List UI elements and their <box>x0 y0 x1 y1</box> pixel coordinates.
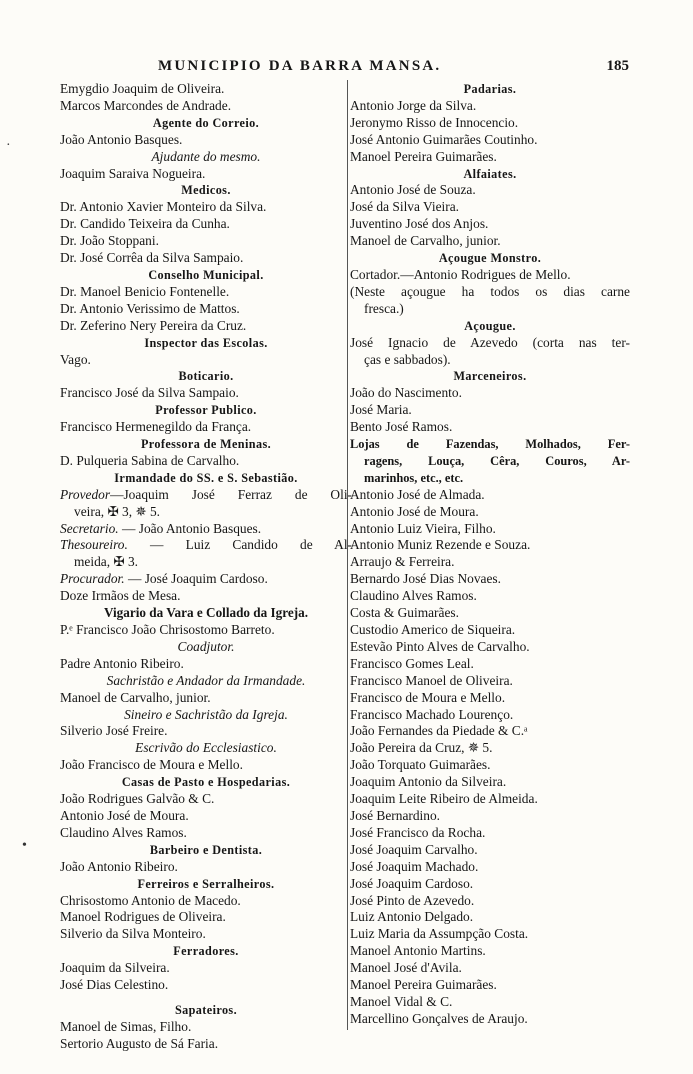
section-heading: Ferreiros e Serralheiros. <box>137 876 275 891</box>
entry-line: João Antonio Ribeiro. <box>60 858 178 874</box>
section-heading: Casas de Pasto e Hospedarias. <box>121 775 291 790</box>
office-holder: — João Antonio Basques. <box>118 520 262 536</box>
entry-line: Marcellino Gonçalves de Araujo. <box>350 1010 528 1026</box>
entry-line: Sertorio Augusto de Sá Faria. <box>60 1035 219 1051</box>
entry-line: ças e sabbados). <box>364 351 451 367</box>
entry-line: Dr. Antonio Xavier Monteiro da Silva. <box>60 199 267 215</box>
entry-line: Marcos Marcondes de Andrade. <box>60 97 232 113</box>
office-label: Secretario. <box>60 520 119 536</box>
margin-mark: · <box>6 138 11 153</box>
section-heading: Sachristão e Andador da Irmandade. <box>106 672 306 688</box>
entry-line: Arraujo & Ferreira. <box>350 554 455 570</box>
entry-line: Antonio Jorge da Silva. <box>350 97 477 113</box>
office-label: Thesoureiro. <box>60 537 128 553</box>
section-heading: Ajudante do mesmo. <box>151 148 261 164</box>
left-column <box>60 81 352 1053</box>
section-heading: Vigario da Vara e Collado da Igreja. <box>103 605 309 621</box>
entry-line: Costa & Guimarães. <box>350 605 459 621</box>
entry-line: Juventino José dos Anjos. <box>350 216 489 232</box>
entry-line: José Joaquim Carvalho. <box>350 841 478 857</box>
section-heading: Barbeiro e Dentista. <box>149 842 263 857</box>
section-heading: Marceneiros. <box>453 369 527 384</box>
page-title: MUNICIPIO DA BARRA MANSA. <box>158 58 442 74</box>
section-heading: Ferradores. <box>173 944 239 959</box>
entry-line: José Antonio Guimarães Coutinho. <box>350 131 538 147</box>
office-holder: —Joaquim José Ferraz de Oli- <box>110 486 352 502</box>
entry-line: João Torquato Guimarães. <box>350 757 491 773</box>
entry-line: Cortador.—Antonio Rodrigues de Mello. <box>350 266 571 282</box>
entry-line: Chrisostomo Antonio de Macedo. <box>60 892 241 908</box>
entry-line: Joaquim Saraiva Nogueira. <box>60 165 206 181</box>
section-heading: Medicos. <box>181 183 231 198</box>
section-heading: Sineiro e Sachristão da Igreja. <box>124 706 288 722</box>
entry-line: José Francisco da Rocha. <box>350 824 486 840</box>
section-heading: Padarias. <box>463 82 517 96</box>
entry-line: Jeronymo Risso de Innocencio. <box>350 114 519 130</box>
margin-dot: • <box>22 838 27 853</box>
entry-line <box>60 571 352 588</box>
entry-line: José Maria. <box>350 402 412 418</box>
entry-line: Francisco de Moura e Mello. <box>350 689 506 705</box>
section-heading: Agente do Correio. <box>152 115 260 130</box>
entry-line: José Joaquim Machado. <box>350 858 479 874</box>
entry-line: João Rodrigues Galvão & C. <box>60 791 215 807</box>
entry-line: João Francisco de Moura e Mello. <box>60 757 243 773</box>
entry-line: Francisco Machado Lourenço. <box>350 706 514 722</box>
entry-line: Claudino Alves Ramos. <box>60 824 187 840</box>
section-heading: Conselho Municipal. <box>148 267 264 282</box>
section-heading: Boticario. <box>178 369 234 384</box>
entry-line: Manoel Vidal & C. <box>350 993 453 1009</box>
entry-line: Silverio da Silva Monteiro. <box>60 926 206 942</box>
entry-line: João Fernandes da Piedade & C.ᵃ <box>350 723 528 739</box>
entry-line: Manoel Pereira Guimarães. <box>350 148 497 164</box>
entry-line <box>60 487 352 504</box>
entry-line: Emygdio Joaquim de Oliveira. <box>60 81 225 96</box>
entry-line: Manoel de Carvalho, junior. <box>350 233 501 249</box>
entry-line: João do Nascimento. <box>350 385 462 401</box>
entry-line: Antonio José de Almada. <box>350 486 485 502</box>
entry-line: Padre Antonio Ribeiro. <box>60 655 184 671</box>
entry-line: Luiz Antonio Delgado. <box>350 909 474 925</box>
entry-line: José Dias Celestino. <box>60 977 169 993</box>
entry-line: meida, ✠ 3. <box>74 554 139 570</box>
entry-line: Estevão Pinto Alves de Carvalho. <box>350 638 530 654</box>
section-heading: Açougue Monstro. <box>438 251 542 266</box>
entry-line: José da Silva Vieira. <box>350 199 460 215</box>
entry-line <box>60 537 352 554</box>
entry-line: Dr. Candido Teixeira da Cunha. <box>60 216 230 232</box>
entry-line: P.ᵉ Francisco João Chrisostomo Barreto. <box>60 622 275 637</box>
entry-line: Silverio José Freire. <box>60 723 168 739</box>
entry-line: Manoel de Simas, Filho. <box>60 1018 192 1034</box>
office-label: Provedor <box>60 486 111 502</box>
running-header <box>0 58 693 78</box>
entry-line: Luiz Maria da Assumpção Costa. <box>350 926 529 942</box>
entry-line: Manoel Pereira Guimarães. <box>350 977 497 993</box>
section-heading: Alfaiates. <box>463 166 517 181</box>
entry-line: Claudino Alves Ramos. <box>350 588 477 604</box>
entry-line: Custodio Americo de Siqueira. <box>350 622 516 637</box>
entry-line: Vago. <box>60 351 91 367</box>
entry-line: Dr. Antonio Verissimo de Mattos. <box>60 300 240 316</box>
office-holder: — José Joaquim Cardoso. <box>124 571 268 587</box>
section-heading: marinhos, etc., etc. <box>364 470 464 485</box>
section-heading: Escrivão do Ecclesiastico. <box>135 740 277 756</box>
entry-line: José Ignacio de Azevedo (corta nas ter- <box>350 334 630 350</box>
entry-line: Manoel José d'Avila. <box>350 960 462 976</box>
section-heading: Coadjutor. <box>177 638 235 654</box>
section-heading: ragens, Louça, Cêra, Couros, Ar- <box>364 453 630 468</box>
entry-line: José Joaquim Cardoso. <box>350 875 474 891</box>
entry-line: Dr. José Corrêa da Silva Sampaio. <box>60 250 244 266</box>
entry-line: Francisco Gomes Leal. <box>350 655 474 671</box>
section-heading: Inspector das Escolas. <box>144 335 268 350</box>
entry-line: Manoel de Carvalho, junior. <box>60 689 211 705</box>
entry-line: Dr. João Stoppani. <box>60 233 159 249</box>
entry-line: Dr. Manoel Benicio Fontenelle. <box>60 283 230 299</box>
section-heading: Lojas de Fazendas, Molhados, Fer- <box>350 437 630 452</box>
entry-line: Bernardo José Dias Novaes. <box>350 571 501 587</box>
entry-line: Antonio Muniz Rezende e Souza. <box>350 537 531 553</box>
entry-line: fresca.) <box>364 300 404 316</box>
section-heading: Professor Publico. <box>155 403 257 418</box>
entry-line: veira, ✠ 3, ✵ 5. <box>74 503 161 519</box>
entry-line: (Neste açougue ha todos os dias carne <box>350 283 630 299</box>
office-label: Procurador. <box>60 571 125 587</box>
entry-line: Joaquim da Silveira. <box>60 960 170 976</box>
entry-line: João Antonio Basques. <box>60 131 183 147</box>
section-heading: Irmandade do SS. e S. Sebastião. <box>114 470 298 485</box>
section-heading: Professora de Meninas. <box>140 437 272 452</box>
entry-line: Antonio José de Moura. <box>350 503 479 519</box>
page-number: 185 <box>606 58 629 74</box>
entry-line: Manoel Antonio Martins. <box>350 943 486 959</box>
entry-line: Antonio Luiz Vieira, Filho. <box>350 520 496 536</box>
section-heading: Sapateiros. <box>174 1002 238 1017</box>
right-column <box>350 81 630 1028</box>
entry-line: Bento José Ramos. <box>350 419 453 435</box>
office-holder: — Luiz Candido de Al- <box>127 537 352 553</box>
entry-line: Dr. Zeferino Nery Pereira da Cruz. <box>60 317 247 333</box>
entry-line: Manoel Rodrigues de Oliveira. <box>60 909 226 925</box>
section-heading: Açougue. <box>464 318 516 333</box>
entry-line: Joaquim Antonio da Silveira. <box>350 774 507 790</box>
entry-line: José Pinto de Azevedo. <box>350 892 475 908</box>
entry-line: Francisco José da Silva Sampaio. <box>60 385 239 401</box>
entry-line: Doze Irmãos de Mesa. <box>60 588 181 604</box>
entry-line <box>60 521 352 538</box>
entry-line: Francisco Manoel de Oliveira. <box>350 672 513 688</box>
entry-line: Joaquim Leite Ribeiro de Almeida. <box>350 791 538 807</box>
entry-line: Antonio José de Moura. <box>60 807 189 823</box>
spacer <box>60 994 352 1002</box>
entry-line: Francisco Hermenegildo da França. <box>60 419 252 435</box>
entry-line: José Bernardino. <box>350 807 440 823</box>
entry-line: D. Pulqueria Sabina de Carvalho. <box>60 452 240 468</box>
entry-line: João Pereira da Cruz, ✵ 5. <box>350 740 493 756</box>
entry-line: Antonio José de Souza. <box>350 182 476 198</box>
